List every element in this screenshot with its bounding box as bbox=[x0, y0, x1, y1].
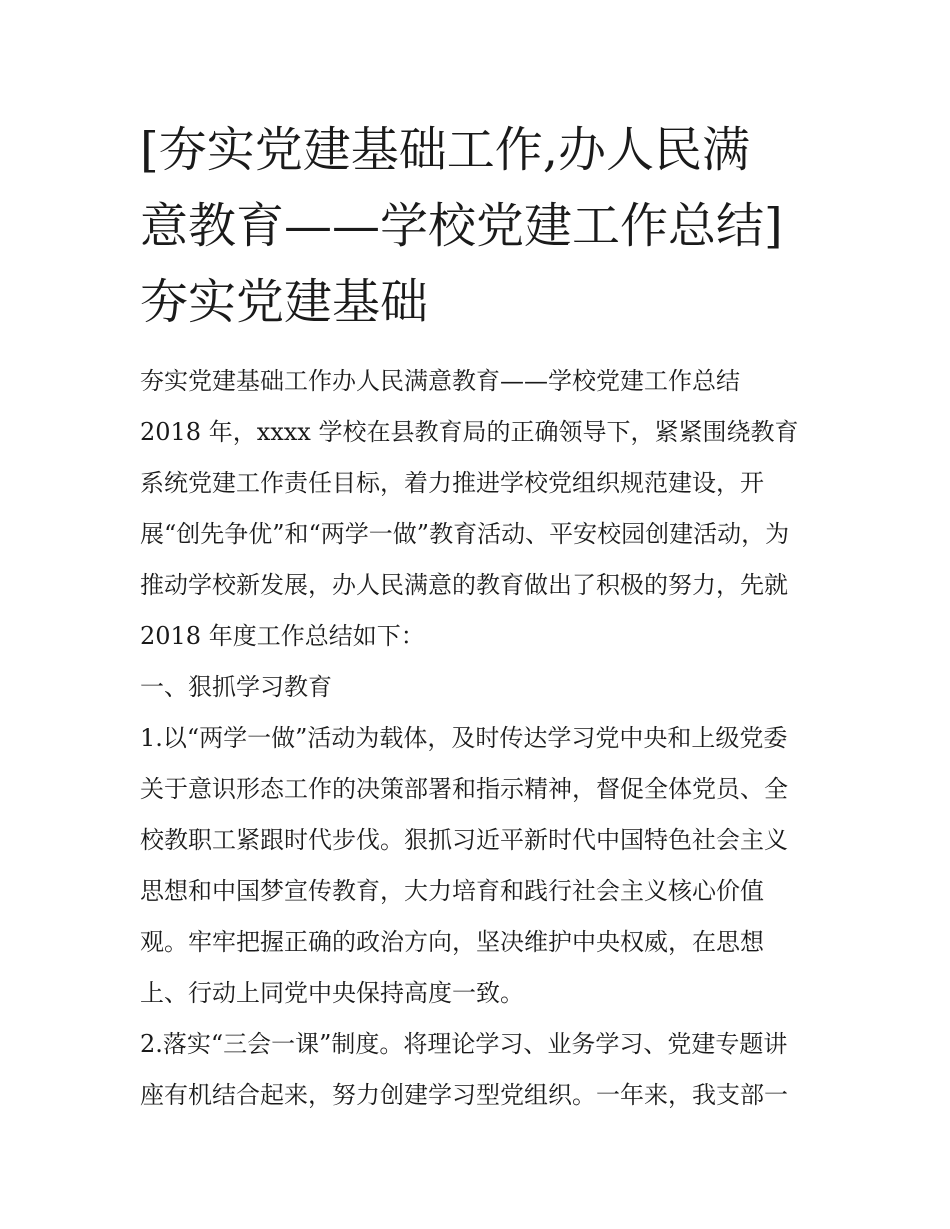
document-title bbox=[140, 112, 840, 340]
body-line: 夯实党建基础工作办人民满意教育——学校党建工作总结 bbox=[140, 367, 740, 395]
body-line: 上、行动上同党中央保持高度一致。 bbox=[140, 979, 524, 1007]
section-heading: 一、狠抓学习教育 bbox=[140, 673, 332, 701]
body-line: 关于意识形态工作的决策部署和指示精神，督促全体党员、全 bbox=[140, 775, 788, 803]
body-line: 2018 年度工作总结如下： bbox=[140, 622, 425, 650]
body-line: 推动学校新发展，办人民满意的教育做出了积极的努力，先就 bbox=[140, 571, 788, 599]
body-line: 思想和中国梦宣传教育，大力培育和践行社会主义核心价值 bbox=[140, 877, 764, 905]
body-line: 校教职工紧跟时代步伐。狠抓习近平新时代中国特色社会主义 bbox=[140, 826, 788, 854]
body-line: 展“创先争优”和“两学一做”教育活动、平安校园创建活动，为 bbox=[140, 520, 790, 548]
body-line: 系统党建工作责任目标，着力推进学校党组织规范建设，开 bbox=[140, 469, 764, 497]
body-line: 2018 年，xxxx 学校在县教育局的正确领导下，紧紧围绕教育 bbox=[140, 418, 799, 446]
document-body bbox=[140, 356, 830, 1121]
title-line: [夯实党建基础工作,办人民满 bbox=[140, 122, 750, 178]
body-line: 观。牢牢把握正确的政治方向，坚决维护中央权威，在思想 bbox=[140, 928, 764, 956]
body-line: 1.以“两学一做”活动为载体，及时传达学习党中央和上级党委 bbox=[140, 724, 788, 752]
body-line: 座有机结合起来，努力创建学习型党组织。一年来，我支部一 bbox=[140, 1081, 788, 1109]
body-line: 2.落实“三会一课”制度。将理论学习、业务学习、党建专题讲 bbox=[140, 1030, 788, 1058]
title-line: 夯实党建基础 bbox=[140, 274, 429, 330]
title-line: 意教育——学校党建工作总结] bbox=[140, 198, 783, 254]
